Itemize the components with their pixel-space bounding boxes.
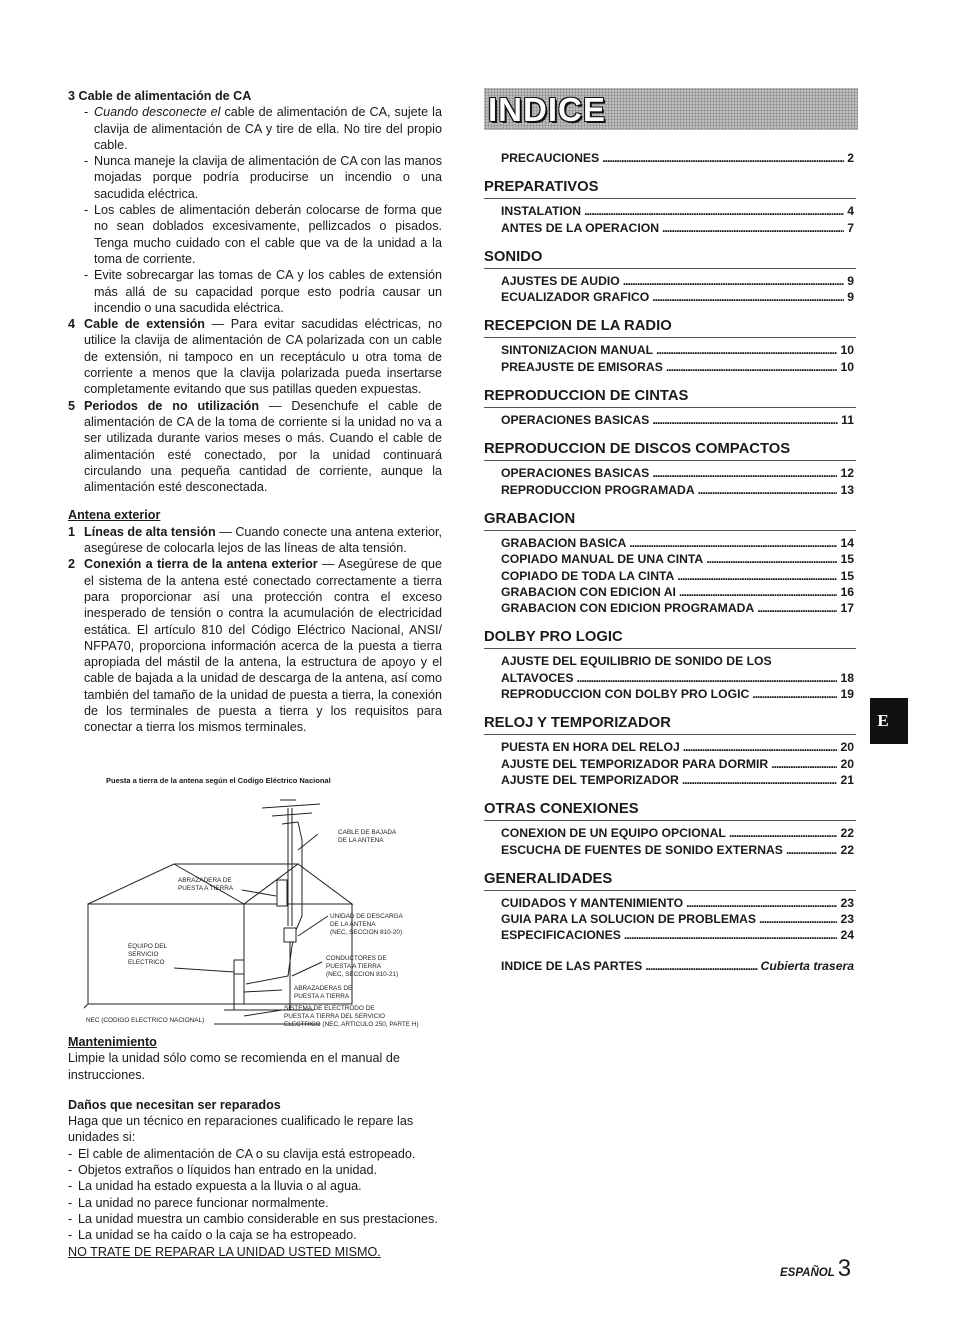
index-title: INDICE — [488, 91, 606, 128]
label-equipo-1: EQUIPO DEL — [128, 943, 168, 950]
toc-entry-label: ESPECIFICACIONES — [501, 928, 621, 943]
toc-entry-page: 12 — [840, 466, 854, 481]
leader-dots — [677, 568, 837, 584]
toc-entry-page: 10 — [840, 359, 854, 374]
toc-entry-page: 14 — [840, 535, 854, 550]
toc-entry[interactable] — [501, 772, 854, 788]
toc-entry-page: 9 — [847, 290, 854, 305]
toc-entry-label: ALTAVOCES — [501, 670, 574, 685]
toc-entry-label: GUIA PARA LA SOLUCION DE PROBLEMAS — [501, 912, 757, 927]
leader-dots — [666, 359, 838, 375]
toc-entry-page: 10 — [840, 343, 854, 358]
toc-entry-page: 11 — [841, 413, 854, 428]
antena-item1 — [68, 524, 442, 557]
item3-dash-item — [68, 104, 442, 153]
danos-title: Daños que necesitan ser reparados — [68, 1097, 281, 1112]
label-abraz-2: PUESTA A TIERRA — [178, 885, 234, 892]
item3-title: 3 Cable de alimentación de CA — [68, 89, 252, 103]
mantenimiento-title: Mantenimiento — [68, 1035, 157, 1049]
lower-left-column — [68, 1034, 442, 1260]
dash-marker: - — [84, 268, 89, 283]
toc-entry-label: CONEXION DE UN EQUIPO OPCIONAL — [501, 826, 726, 841]
toc-entry-page: 15 — [840, 552, 854, 567]
toc-section-heading: OTRAS CONEXIONES — [484, 800, 856, 821]
toc-entry-label: ECUALIZADOR GRAFICO — [501, 290, 650, 305]
mantenimiento-text: Limpie la unidad sólo como se recomienda en el manual de instrucciones. — [68, 1051, 400, 1082]
item4-number: 4 — [68, 317, 76, 332]
warning-text: NO TRATE DE REPARAR LA UNIDAD USTED MISMO. — [68, 1244, 381, 1259]
item4-text: — Para evitar sacudidas eléctricas, no utilice la clavija de alimentación de CA polarizada con un cable de extensión, ni tampoco en un receptáculo u otra toma de corriente a menos que la clavija polarizada pueda insertarse completamente evitando que sus patillas queden expuestas. — [84, 317, 442, 397]
toc-section-heading: PREPARATIVOS — [484, 178, 856, 199]
item4-title: Cable de extensión — [84, 317, 205, 332]
page-footer — [780, 1255, 851, 1283]
toc-entry-page: 22 — [840, 842, 854, 857]
item3-dash-item — [68, 267, 442, 316]
toc-section-heading: REPRODUCCION DE DISCOS COMPACTOS — [484, 440, 856, 461]
label-nec: NEC (CODIGO ELECTRICO NACIONAL) — [86, 1017, 205, 1024]
left-column — [68, 88, 442, 736]
leader-dots — [623, 273, 844, 289]
danos-text: Haga que un técnico en reparaciones cualificado le repare las unidades si: — [68, 1114, 414, 1145]
antena-item2-title: Conexión a tierra de la antena exterior — [84, 557, 318, 572]
dash-marker: - — [84, 154, 89, 169]
toc-entry-page: 17 — [840, 601, 854, 616]
label-cable-1: CABLE DE BAJADA — [338, 829, 397, 836]
label-conduct-3: (NEC, SECCION 810-21) — [326, 971, 399, 978]
item5 — [68, 398, 442, 496]
leader-dots — [645, 958, 757, 974]
toc-entry[interactable] — [501, 653, 854, 669]
leader-dots — [686, 895, 837, 911]
leader-dots — [729, 825, 838, 841]
toc-entry-page: 21 — [840, 772, 854, 787]
toc-entry[interactable] — [501, 895, 854, 911]
toc-section-heading: GRABACION — [484, 510, 856, 531]
toc-entry-page: 24 — [840, 928, 854, 943]
antena-item1-number: 1 — [68, 524, 76, 539]
label-unidad-1: UNIDAD DE DESCARGA — [330, 913, 403, 920]
toc-entry-label: COPIADO MANUAL DE UNA CINTA — [501, 552, 704, 567]
leader-dots — [652, 289, 844, 305]
toc-entry[interactable] — [501, 756, 854, 772]
toc-entry-label: PUESTA EN HORA DEL RELOJ — [501, 740, 680, 755]
leader-dots — [759, 911, 837, 927]
antena-title: Antena exterior — [68, 508, 161, 523]
leader-dots — [786, 842, 838, 858]
toc-entry-label: GRABACION CON EDICION PROGRAMADA — [501, 601, 755, 616]
language-tab-letter: E — [877, 711, 889, 730]
toc-entry-label: GRABACION CON EDICION AI — [501, 584, 676, 599]
leader-dots — [656, 342, 837, 358]
toc-entry[interactable] — [501, 568, 854, 584]
toc-entry-label: OPERACIONES BASICAS — [501, 413, 650, 428]
toc-entry-page: 16 — [840, 584, 854, 599]
dash-marker: - — [68, 1179, 73, 1194]
antena-item1-title: Líneas de alta tensión — [84, 524, 216, 539]
toc-section-heading: RELOJ Y TEMPORIZADOR — [484, 714, 856, 735]
toc-entry-label: REPRODUCCION CON DOLBY PRO LOGIC — [501, 687, 750, 702]
toc-entry-page: 23 — [840, 895, 854, 910]
toc-entry-label: AJUSTES DE AUDIO — [501, 273, 620, 288]
label-sistema-3: ELECTRICO (NEC, ARTICULO 250, PARTE H) — [284, 1021, 419, 1028]
leader-dots — [662, 220, 844, 236]
toc-entry-page: 9 — [847, 273, 854, 288]
danos-list-item — [68, 1227, 442, 1243]
toc-entry-label: AJUSTE DEL TEMPORIZADOR PARA DORMIR — [501, 756, 769, 771]
toc-entry-label: INSTALATION — [501, 204, 582, 219]
dash-marker: - — [68, 1146, 73, 1161]
leader-dots — [629, 535, 837, 551]
toc-entry-page: 7 — [847, 220, 854, 235]
footer-language: ESPAÑOL — [780, 1267, 835, 1279]
toc-entry[interactable] — [501, 535, 854, 551]
label-unidad-3: (NEC, SECCION 810-20) — [330, 929, 403, 936]
label-cable-2: DE LA ANTENA — [338, 837, 384, 844]
page-number: 3 — [837, 1255, 852, 1282]
toc-entry[interactable] — [501, 220, 854, 236]
toc-entry-label: SINTONIZACION MANUAL — [501, 343, 654, 358]
dash-marker: - — [84, 203, 89, 218]
danos-list-item — [68, 1178, 442, 1194]
leader-dots — [683, 739, 838, 755]
label-sistema-2: PUESTA A TIERRA DEL SERVICIO — [284, 1013, 385, 1020]
toc-entry-precauciones[interactable] — [501, 150, 854, 166]
label-conduct-2: PUESTA A TIERRA — [326, 963, 382, 970]
toc-section-heading: GENERALIDADES — [484, 870, 856, 891]
toc-entry-page: Cubierta trasera — [760, 958, 854, 973]
toc-entry-page: 15 — [840, 568, 854, 583]
toc-entry-page: 18 — [840, 670, 854, 685]
dash-marker: - — [68, 1195, 73, 1210]
label-sistema-1: SISTEMA DE ELECTRODO DE — [284, 1005, 375, 1012]
dash-emphasis: Cuando desconecte el — [94, 105, 221, 120]
item5-number: 5 — [68, 398, 76, 413]
danos-list-item — [68, 1195, 442, 1211]
toc-entry[interactable] — [501, 842, 854, 858]
leader-dots — [652, 412, 838, 428]
antena-item2-text: — Asegúrese de que el sistema de la antena esté conectado correctamente a tierra para proporcionar así una protección contra el exceso inesperado de tensión o contra la acumulación de electricidad estática. El artículo 810 del Código Eléctrico Nacional, ANSI/ NFPA70, proporciona información acerca de la puesta a tierra apropiada del mástil de la antena, la estructura de apoyo y el cable de bajada a la unidad de descarga de la antena, así como también del tamaño de la unidad de puesta a tierra, la conexión de los terminales de puesta a tierra y los requisitos para conectar a tierra los mismos terminales. — [84, 557, 442, 735]
leader-dots — [679, 584, 838, 600]
danos-item-text: La unidad muestra un cambio considerable en sus prestaciones. — [78, 1211, 438, 1226]
item3-dash-item — [68, 153, 442, 202]
table-of-contents — [484, 88, 858, 974]
leader-dots — [682, 772, 838, 788]
leader-dots — [576, 670, 837, 686]
danos-list — [68, 1146, 442, 1244]
label-unidad-2: DE LA ANTENA — [330, 921, 376, 928]
label-abraz-1: ABRAZADERA DE — [178, 877, 232, 884]
antenna-grounding-diagram — [84, 796, 444, 1036]
toc-entry[interactable] — [501, 412, 854, 428]
dash-text: Nunca maneje la clavija de alimentación de CA con las manos mojadas porque podría producirse un incendio o una sacudida eléctrica. — [94, 154, 442, 201]
toc-entry-label: CUIDADOS Y MANTENIMIENTO — [501, 895, 684, 910]
danos-item-text: Objetos extraños o líquidos han entrado en la unidad. — [78, 1163, 377, 1178]
item3-list — [68, 104, 442, 316]
toc-entry-page: 22 — [840, 826, 854, 841]
toc-entry[interactable] — [501, 465, 854, 481]
toc-entry[interactable] — [501, 551, 854, 567]
antena-item2 — [68, 556, 442, 735]
danos-list-item — [68, 1162, 442, 1178]
leader-dots — [624, 927, 838, 943]
toc-section-heading: DOLBY PRO LOGIC — [484, 628, 856, 649]
toc-entry-label: ESCUCHA DE FUENTES DE SONIDO EXTERNAS — [501, 842, 783, 857]
toc-entry[interactable] — [501, 825, 854, 841]
leader-dots — [584, 203, 844, 219]
danos-list-item — [68, 1211, 442, 1227]
label-abraz2-2: PUESTA A TIERRA — [294, 993, 350, 1000]
antena-item1-text: — Cuando conecte una antena exterior, asegúrese de colocarla lejos de las líneas de alta tensión. — [84, 524, 442, 556]
toc-entry-label: REPRODUCCION PROGRAMADA — [501, 482, 695, 497]
toc-entry-label: GRABACION BASICA — [501, 535, 627, 550]
toc-entry[interactable] — [501, 273, 854, 289]
toc-entry-label: INDICE DE LAS PARTES — [501, 958, 643, 973]
leader-dots — [652, 465, 837, 481]
toc-section-heading: SONIDO — [484, 248, 856, 269]
leader-dots — [752, 686, 837, 702]
item4 — [68, 316, 442, 397]
toc-section-heading: RECEPCION DE LA RADIO — [484, 317, 856, 338]
item3-dash-item — [68, 202, 442, 267]
toc-entry-page: 20 — [840, 756, 854, 771]
toc-entry-label: OPERACIONES BASICAS — [501, 466, 650, 481]
danos-item-text: La unidad se ha caído o la caja se ha estropeado. — [78, 1228, 357, 1243]
item5-title: Periodos de no utilización — [84, 398, 260, 413]
toc-entry[interactable] — [501, 289, 854, 305]
dash-marker: - — [68, 1228, 73, 1243]
toc-entry[interactable] — [501, 584, 854, 600]
item5-text: — Desenchufe el cable de alimentación de CA de la toma de corriente si la unidad no va a ser utilizada durante varios meses o más. Cuando el cable de alimentación esté conectado, por la unidad continuará circulando una pequeña cantidad de corriente, aunque la alimentación esté desconectada. — [84, 398, 443, 495]
dash-marker: - — [68, 1211, 73, 1226]
diagram-caption: Puesta a tierra de la antena según el Codigo Eléctrico Nacional — [106, 776, 331, 785]
label-abraz2-1: ABRAZADERAS DE — [294, 985, 353, 992]
toc-entry-page: 20 — [840, 740, 854, 755]
toc-entry[interactable] — [501, 600, 854, 616]
dash-text: Cuando desconecte el cable de alimentación de CA, sujete la clavija de alimentación de CA y tire de ella. No tire del propio cable. — [94, 105, 442, 152]
toc-entry[interactable] — [501, 911, 854, 927]
toc-entry-label: AJUSTE DEL EQUILIBRIO DE SONIDO DE LOS — [501, 654, 772, 669]
toc-entry-label: PREAJUSTE DE EMISORAS — [501, 359, 663, 374]
dash-marker: - — [84, 105, 89, 120]
language-tab — [870, 698, 908, 744]
toc-entry-indice-partes[interactable] — [501, 958, 854, 974]
toc-entry-page: 23 — [840, 912, 854, 927]
label-conduct-1: CONDUCTORES DE — [326, 955, 387, 962]
danos-list-item — [68, 1146, 442, 1162]
toc-entry[interactable] — [501, 203, 854, 219]
danos-item-text: El cable de alimentación de CA o su clavija está estropeado. — [78, 1146, 416, 1161]
dash-text: Los cables de alimentación deberán colocarse de forma que no sean doblados excesivamente, pellizcados o pisados. Tenga mucho cuidado con el cable que va de la unidad a la toma de corriente. — [94, 203, 442, 266]
toc-entry[interactable] — [501, 342, 854, 358]
danos-item-text: La unidad ha estado expuesta a la lluvia o al agua. — [78, 1179, 362, 1194]
toc-entry-page: 2 — [847, 151, 854, 165]
label-equipo-3: ELECTRICO — [128, 959, 165, 966]
label-equipo-2: SERVICIO — [128, 951, 159, 958]
antena-item2-number: 2 — [68, 557, 76, 572]
toc-entry-page: 13 — [840, 482, 854, 497]
toc-entry[interactable] — [501, 482, 854, 498]
toc-entry[interactable] — [501, 686, 854, 702]
toc-entry-label: AJUSTE DEL TEMPORIZADOR — [501, 772, 679, 787]
leader-dots — [757, 600, 837, 616]
danos-item-text: La unidad no parece funcionar normalmente. — [78, 1195, 329, 1210]
toc-section-heading: REPRODUCCION DE CINTAS — [484, 387, 856, 408]
toc-sections — [484, 178, 858, 943]
toc-entry-label: PRECAUCIONES — [501, 151, 600, 165]
toc-entry-page: 4 — [847, 204, 854, 219]
leader-dots — [706, 551, 837, 567]
toc-entry[interactable] — [501, 739, 854, 755]
leader-dots — [698, 482, 838, 498]
index-banner — [484, 88, 858, 130]
toc-entry[interactable] — [501, 927, 854, 943]
toc-entry-label: COPIADO DE TODA LA CINTA — [501, 568, 675, 583]
toc-entry-page: 19 — [840, 687, 854, 702]
leader-dots — [771, 756, 837, 772]
dash-text: Evite sobrecargar las tomas de CA y los cables de extensión más allá de su capacidad porque esto podría causar un incendio o una sacudida eléctrica. — [94, 268, 442, 315]
dash-marker: - — [68, 1163, 73, 1178]
leader-dots — [602, 150, 844, 166]
toc-entry[interactable] — [501, 670, 854, 686]
toc-entry-label: ANTES DE LA OPERACION — [501, 220, 659, 235]
toc-entry[interactable] — [501, 359, 854, 375]
